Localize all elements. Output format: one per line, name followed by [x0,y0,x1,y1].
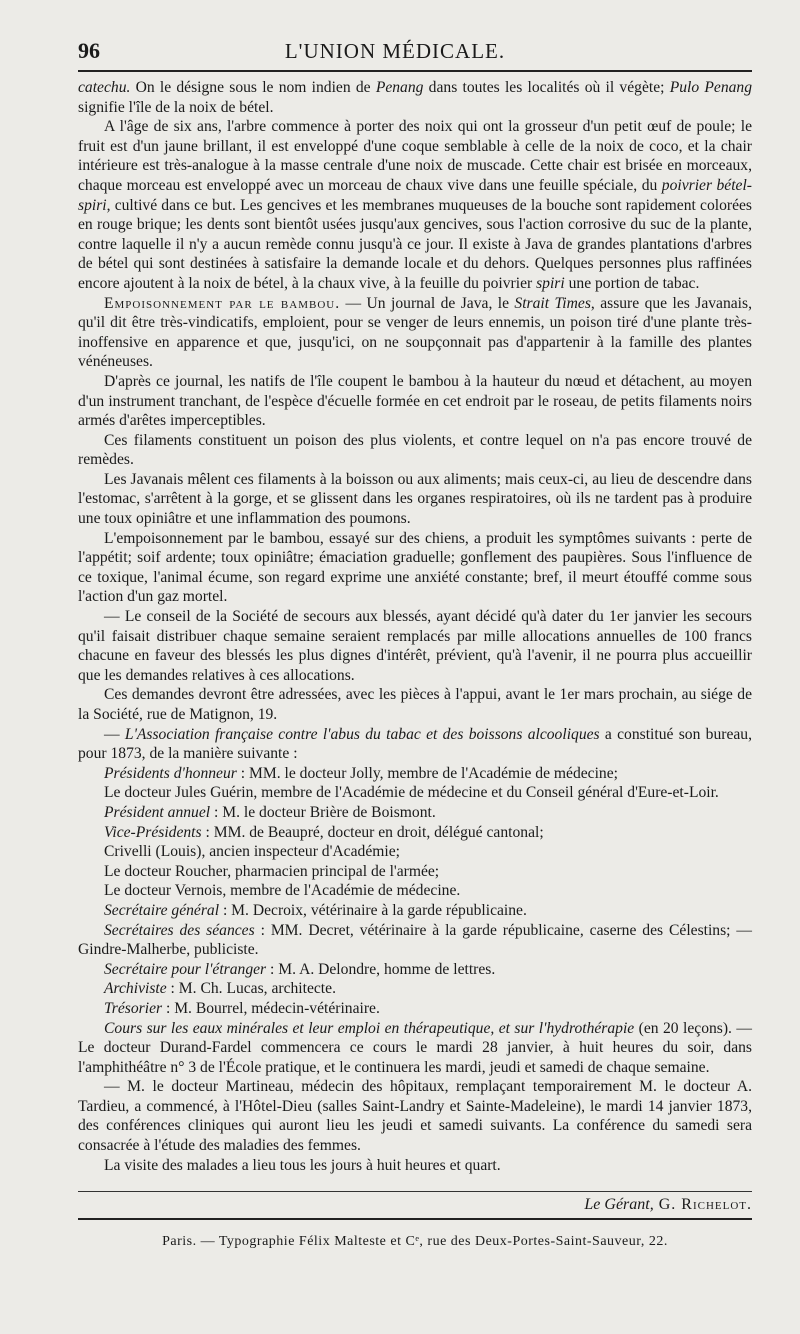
paragraph: — Le conseil de la Société de secours aux blessés, ayant décidé qu'à dater du 1er janvier les secours qu'il faisait distribuer chaque semaine seraient remplacés par mille allocations annuelles de 100 francs chacune en faveur des blessés les plus dignes d'intérêt, prévient, qu'à l'avenir, il ne pourra plus accueillir que les demandes relatives à ces allocations. [78,608,752,684]
bureau-text: : M. A. Delondre, homme de lettres. [266,960,496,978]
signature [78,1191,752,1220]
text: , cultivé dans ce but. Les gencives et les membranes muqueuses de la bouche sont rapidement colorées en rouge brique; les dents sont bientôt usées jusqu'aux gencives, sous l'action corrosive du suc de la plante, contre laquelle il n'y a aucun remède connu jusqu'à ce jour. Il existe à Java de grandes plantations d'arbres de bétel qui sont destinées à satisfaire la demande locale et du dehors. Quelques personnes plus raffinées encore ajoutent à la noix de bétel, à la chaux vive, à la feuille du poivrier [78,196,752,292]
bureau-role: Secrétaires des séances [104,921,255,939]
signature-label: Le Gérant, [584,1196,654,1214]
bureau-list [78,764,752,1019]
paragraph-association [78,725,752,764]
paragraph: Ces demandes devront être adressées, avec les pièces à l'appui, avant le 1er mars prochain, au siége de la Société, rue de Matignon, 19. [78,686,752,723]
bureau-entry [78,921,752,960]
running-title: L'UNION MÉDICALE. [284,39,506,63]
text: (en 20 leçons). — Le docteur Durand-Fardel commencera ce cours le mardi 28 janvier, à huit heures du soir, dans l'amphithéâtre n° 3 de l'École pratique, et le continuera les mardi, jeudi et samedi de chaque semaine. [78,1019,752,1076]
bureau-entry [78,823,752,843]
paragraph: Ces filaments constituent un poison des plus violents, et contre lequel on n'a pas encore trouvé de remèdes. [78,431,752,469]
paragraph: Les Javanais mêlent ces filaments à la boisson ou aux aliments; mais ceux-ci, au lieu de descendre dans l'estomac, s'arrêtent à la gorge, et se glissent dans les organes respiratoires, où ils ne tardent pas à produire une toux opiniâtre et une inflammation des poumons. [78,470,752,528]
bureau-role: Archiviste [104,980,167,998]
bureau-entry [78,862,752,882]
text: — [104,725,125,743]
printer-line: Paris. — Typographie Félix Malteste et Cᵉ, rue des Deux-Portes-Saint-Sauveur, 22. [162,1234,668,1250]
bureau-role: Secrétaire pour l'étranger [104,960,267,978]
bureau-role: Présidents d'honneur [104,764,237,782]
bureau-entry [78,979,752,999]
paragraph: La visite des malades a lieu tous les jours à huit heures et quart. [104,1156,501,1174]
bureau-text: : MM. de Beaupré, docteur en droit, délégué cantonal; [201,823,544,841]
bureau-text: Crivelli (Louis), ancien inspecteur d'Académie; [104,843,400,861]
italic-term: Cours sur les eaux minérales et leur emploi en thérapeutique, et sur l'hydrothérapie [104,1019,635,1037]
bureau-text: : MM. le docteur Jolly, membre de l'Académie de médecine; [236,764,618,782]
bureau-entry [78,999,752,1019]
bureau-role: Trésorier [104,999,163,1017]
italic-term: catechu. [78,79,131,96]
text: dans toutes les localités où il végète; [423,79,670,96]
text: On le désigne sous le nom indien de [130,79,376,96]
bureau-text: : M. Bourrel, médecin-vétérinaire. [162,999,380,1017]
article-body [78,78,752,1175]
paragraph-bamboo-intro [78,294,752,372]
bureau-text: Le docteur Roucher, pharmacien principal de l'armée; [104,862,440,880]
bureau-role: Vice-Présidents [104,823,202,841]
italic-term: spiri [536,274,565,292]
bureau-text: : M. Decroix, vétérinaire à la garde républicaine. [219,901,527,919]
bureau-entry [78,783,752,803]
bureau-role: Secrétaire général [104,901,220,919]
text: une portion de tabac. [564,274,700,292]
bureau-text: Le docteur Vernois, membre de l'Académie de médecine. [104,882,461,900]
paragraph: D'après ce journal, les natifs de l'île coupent le bambou à la hauteur du nœud et détachent, au moyen d'un instrument tranchant, de l'espèce d'écuelle formée en cet endroit par le roseau, de petits filaments noirs armés d'arêtes imperceptibles. [78,372,752,430]
page-number: 96 [78,38,100,63]
paragraph: L'empoisonnement par le bambou, essayé sur des chiens, a produit les symptômes suivants : perte de l'appétit; soif ardente; toux opiniâtre; émaciation graduelle; gonflement des paupières. Sous l'influence de ce toxique, l'animal écume, son regard exprime une anxiété constante; bref, il meurt étouffé comme sous l'action d'un gaz mortel. [78,529,752,606]
bureau-role: Président annuel [104,803,211,821]
italic-term: poivrier bétel-spiri [78,176,753,214]
page-header [78,38,752,72]
italic-term: Penang [375,79,424,96]
paragraph-betel [78,117,752,293]
bureau-text: : M. le docteur Brière de Boismont. [210,803,436,821]
signature-name: G. Richelot. [653,1196,752,1214]
bureau-entry [78,842,752,862]
bureau-entry [78,960,752,980]
bureau-entry [78,764,752,784]
paragraph-catechu [78,78,752,117]
italic-term: Strait Times [514,294,591,312]
text: a constitué son bureau, pour 1873, de la manière suivante : [78,725,752,763]
bureau-entry [78,803,752,823]
bureau-entry [78,901,752,921]
bureau-text: Le docteur Jules Guérin, membre de l'Académie de médecine et du Conseil général d'Eure-et-Loir. [104,784,719,802]
bureau-text: : M. Ch. Lucas, architecte. [166,980,336,998]
text: A l'âge de six ans, l'arbre commence à porter des noix qui ont la grosseur d'un petit œuf de poule; le fruit est d'un jaune brillant, il est enveloppé d'une coque semblable à celle de la noix de coco, et la chair intérieure est très-analogue à la masse centrale d'une noix de muscade. Cette chair est brisée en morceaux, chaque morceau est enveloppé avec un morceau de chaux vive dans une feuille spéciale, du [78,118,752,194]
paragraph: — M. le docteur Martineau, médecin des hôpitaux, remplaçant temporairement M. le docteur A. Tardieu, a commencé, à l'Hôtel-Dieu (salles Saint-Landry et Sainte-Madeleine), le mardi 14 janvier 1873, des conférences cliniques qui auront lieu les jeudi et samedi suivants. La conférence du samedi sera consacrée à l'étude des maladies des femmes. [78,1078,752,1155]
italic-term: L'Association française contre l'abus du tabac et des boissons alcooliques [124,725,600,743]
paragraph-cours [78,1019,752,1078]
text: — Un journal de Java, le [340,294,515,312]
text: , assure que les Javanais, qu'il dit être très-vindicatifs, emploient, pour se venger de leurs ennemis, un poison tiré d'une plante très-inoffensive en apparence et que, jusqu'ici, on ne soupçonnait pas d'appartenir à la famille des plantes vénéneuses. [78,294,752,371]
bureau-text: : MM. Decret, vétérinaire à la garde républicaine, caserne des Célestins; — Gindre-Malherbe, publiciste. [78,921,753,959]
bureau-entry [78,881,752,901]
section-heading: Empoisonnement par le bambou. [104,294,341,312]
text: signifie l'île de la noix de bétel. [78,98,274,116]
italic-term: Pulo Penang [669,79,753,96]
